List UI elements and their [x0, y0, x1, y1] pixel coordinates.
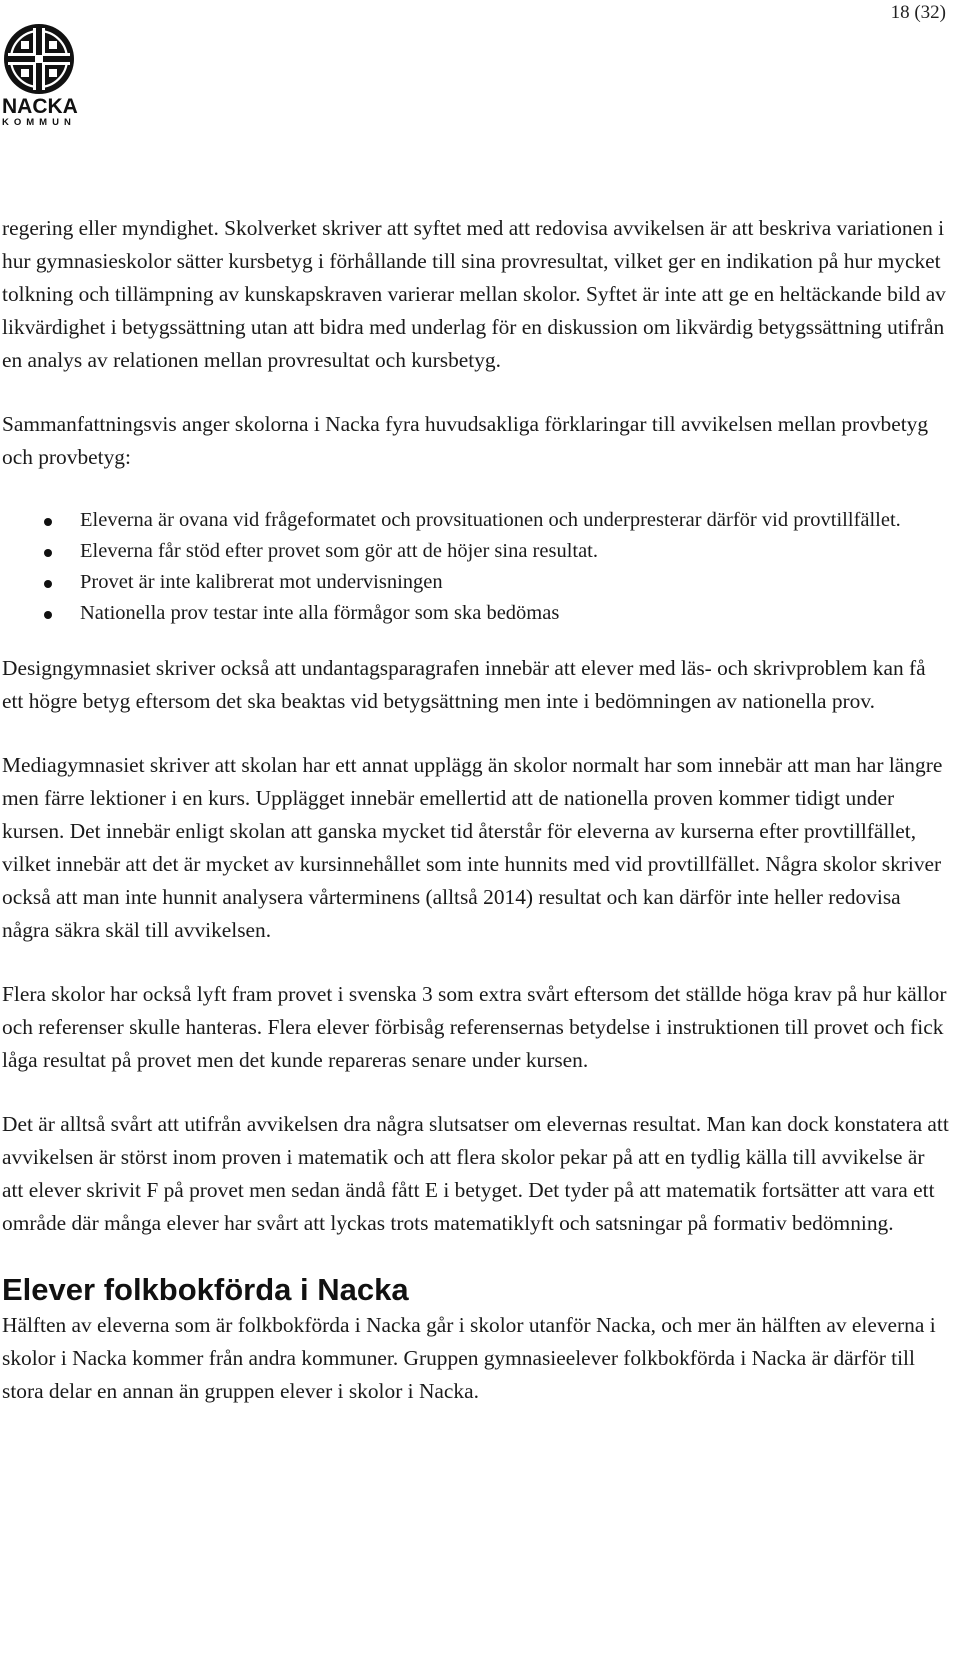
nacka-crest-icon	[2, 22, 76, 96]
bullet-icon	[44, 518, 52, 526]
list-item-text: Eleverna är ovana vid frågeformatet och provsituationen och underpresterar därför vid provtillfället.	[80, 509, 901, 531]
page-number: 18 (32)	[890, 2, 946, 23]
bullet-icon	[44, 580, 52, 588]
paragraph: Mediagymnasiet skriver att skolan har ett annat upplägg än skolor normalt har som innebär att man har längre men färre lektioner i en kurs. Upplägget innebär emellertid att de nationella proven kommer tidigt under kursen. Det innebär enligt skolan att ganska mycket tid återstår för eleverna av kurserna efter provtillfället, vilket innebär att det är mycket av kursinnehållet som inte hunnits med vid provtillfället. Några skolor skriver också att man inte hunnit analysera vårterminens (alltså 2014) resultat och kan därför inte heller redovisa några säkra skäl till avvikelsen.	[2, 753, 943, 942]
list-item-text: Eleverna får stöd efter provet som gör att de höjer sina resultat.	[80, 540, 599, 562]
bullet-icon	[44, 611, 52, 619]
list-item	[80, 536, 950, 567]
paragraph: Flera skolor har också lyft fram provet i svenska 3 som extra svårt eftersom det ställde höga krav på hur källor och referenser skulle hanteras. Flera elever förbisåg referensernas betydelse i instruktionen till provet och fick låga resultat på provet men det kunde repareras senare under kursen.	[2, 982, 947, 1072]
paragraph: Designgymnasiet skriver också att undantagsparagrafen innebär att elever med läs- och skrivproblem kan få ett högre betyg eftersom det ska beaktas vid betygsättning men inte i bedömningen av nationella prov.	[2, 656, 926, 713]
bullet-icon	[44, 549, 52, 557]
logo-name: NACKA	[2, 95, 78, 118]
paragraph: regering eller myndighet. Skolverket skriver att syftet med att redovisa avvikelsen är att beskriva variationen i hur gymnasieskolor sätter kursbetyg i förhållande till sina provresultat, vilket ger en indikation på hur mycket tolkning och tillämpning av kunskapskraven varierar mellan skolor. Syftet är inte att ge en heltäckande bild av likvärdighet i betygssättning utan att bidra med underlag för en diskussion om likvärdig betygssättning utifrån en analys av relationen mellan provresultat och kursbetyg.	[2, 216, 946, 372]
list-item-text: Provet är inte kalibrerat mot undervisningen	[80, 571, 443, 593]
paragraph: Det är alltså svårt att utifrån avvikelsen dra några slutsatser om elevernas resultat. Man kan dock konstatera att avvikelsen är störst inom proven i matematik och att flera skolor pekar på att en tydlig källa till avvikelse är att elever skrivit F på provet men sedan ändå fått E i betyget. Det tyder på att matematik fortsätter att vara ett område där många elever har svårt att lyckas trots matematiklyft och satsningar på formativ bedömning.	[2, 1112, 949, 1235]
logo	[2, 22, 78, 129]
logo-subtitle: KOMMUN	[2, 117, 76, 128]
bullet-list	[2, 505, 950, 629]
list-item	[80, 505, 950, 536]
document-body	[2, 212, 950, 1439]
list-item	[80, 598, 950, 629]
list-item-text: Nationella prov testar inte alla förmågor som ska bedömas	[80, 602, 560, 624]
section-heading: Elever folkbokförda i Nacka	[2, 1272, 409, 1307]
list-item	[80, 567, 950, 598]
paragraph: Hälften av eleverna som är folkbokförda i Nacka går i skolor utanför Nacka, och mer än hälften av eleverna i skolor i Nacka kommer från andra kommuner. Gruppen gymnasieelever folkbokförda i Nacka är därför till stora delar en annan än gruppen elever i skolor i Nacka.	[2, 1313, 936, 1403]
paragraph: Sammanfattningsvis anger skolorna i Nacka fyra huvudsakliga förklaringar till avvikelsen mellan provbetyg och provbetyg:	[2, 412, 929, 469]
